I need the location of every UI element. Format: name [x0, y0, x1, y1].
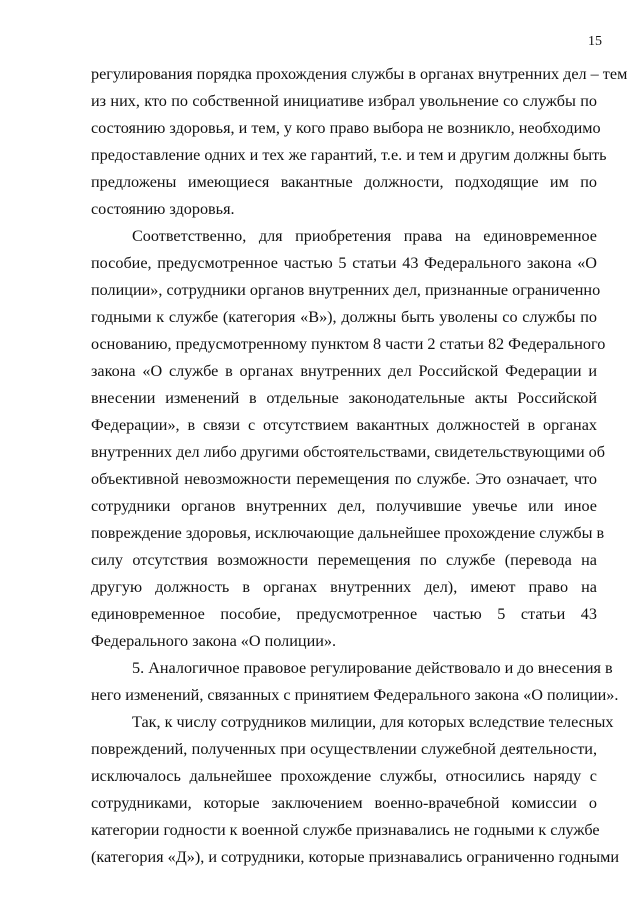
page-number: 15 — [588, 34, 602, 49]
text-line: силу отсутствия возможности перемещения по службе (перевода на — [91, 551, 597, 569]
text-line: предложены имеющиеся вакантные должности, подходящие им по — [91, 173, 597, 191]
text-line: другую должность в органах внутренних дел), имеют право на — [91, 578, 597, 596]
text-line: повреждение здоровья, исключающие дальнейшее прохождение службы в — [91, 524, 605, 542]
text-line: состоянию здоровья, и тем, у кого право выбора не возникло, необходимо — [91, 119, 601, 137]
text-line: закона «О службе в органах внутренних дел Российской Федерации и — [91, 362, 597, 380]
text-line: состоянию здоровья. — [91, 200, 235, 218]
text-line: внутренних дел либо другими обстоятельствами, свидетельствующими об — [91, 443, 605, 461]
text-line: Так, к числу сотрудников милиции, для которых вследствие телесных — [132, 713, 614, 731]
text-line: из них, кто по собственной инициативе избрал увольнение со службы по — [91, 92, 597, 110]
text-line: повреждений, полученных при осуществлении служебной деятельности, — [91, 740, 597, 758]
text-line: внесении изменений в отдельные законодательные акты Российской — [91, 389, 597, 407]
text-line: него изменений, связанных с принятием Федерального закона «О полиции». — [91, 686, 619, 704]
text-line: единовременное пособие, предусмотренное частью 5 статьи 43 — [91, 605, 597, 623]
text-line: Соответственно, для приобретения права на единовременное — [132, 227, 597, 245]
text-line: категории годности к военной службе признавались не годными к службе — [91, 821, 600, 839]
text-line: (категория «Д»), и сотрудники, которые признавались ограниченно годными — [91, 848, 620, 866]
text-line: годными к службе (категория «В»), должны быть уволены со службы по — [91, 308, 597, 326]
text-line: объективной невозможности перемещения по службе. Это означает, что — [91, 470, 597, 488]
text-line: 5. Аналогичное правовое регулирование действовало и до внесения в — [132, 659, 613, 677]
text-line: Федерального закона «О полиции». — [91, 632, 337, 650]
text-line: сотрудники органов внутренних дел, получившие увечье или иное — [91, 497, 597, 515]
text-line: предоставление одних и тех же гарантий, т.е. и тем и другим должны быть — [91, 146, 607, 164]
text-line: исключалось дальнейшее прохождение службы, относились наряду с — [91, 767, 597, 785]
text-line: основанию, предусмотренному пунктом 8 части 2 статьи 82 Федерального — [91, 335, 606, 353]
text-line: сотрудниками, которые заключением военно-врачебной комиссии о — [91, 794, 597, 812]
text-line: регулирования порядка прохождения службы в органах внутренних дел – тем — [91, 65, 628, 83]
text-line: пособие, предусмотренное частью 5 статьи 43 Федерального закона «О — [91, 254, 597, 272]
text-line: полиции», сотрудники органов внутренних дел, признанные ограниченно — [91, 281, 601, 299]
text-line: Федерации», в связи с отсутствием вакантных должностей в органах — [91, 416, 597, 434]
